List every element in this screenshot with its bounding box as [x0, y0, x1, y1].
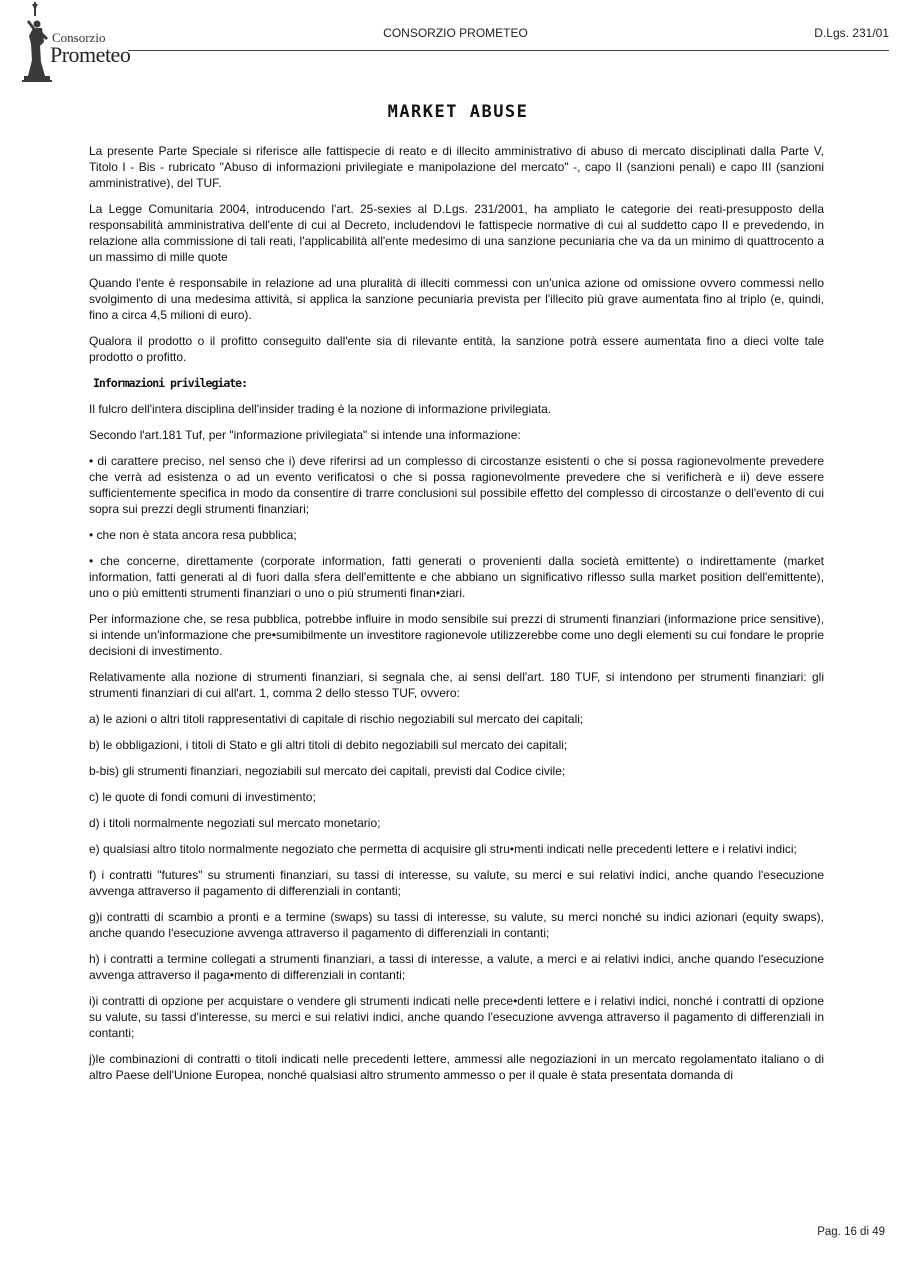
document-body [89, 143, 824, 1093]
consorzio-prometeo-logo [18, 2, 133, 84]
logo-text-prometeo: Prometeo [50, 42, 131, 67]
paragraph-price-sensitive: Per informazione che, se resa pubblica, potrebbe influire in modo sensibile sui prezzi di strumenti finanziari (informazione price sensitive), si intende un'informazione che pre•sumibilmente un investitore ragionevole utilizzerebbe come uno degli elementi su cui fondare le proprie decisioni di investimento. [89, 612, 824, 658]
list-item-g: g)i contratti di scambio a pronti e a termine (swaps) su tassi di interesse, su valute, su merci nonché su indici azionari (equity swaps), anche quando l'esecuzione avvenga attraverso il pagamento di differenziali in contanti; [89, 910, 824, 940]
list-item-a: a) le azioni o altri titoli rappresentativi di capitale di rischio negoziabili sul mercato dei capitali; [89, 712, 584, 726]
paragraph-art-181: Secondo l'art.181 Tuf, per "informazione privilegiata" si intende una informazione: [89, 428, 521, 442]
list-item-b: b) le obbligazioni, i titoli di Stato e gli altri titoli di debito negoziabili sul mercato dei capitali; [89, 738, 568, 752]
header-title: CONSORZIO PROMETEO [383, 26, 528, 40]
paragraph-intro: La presente Parte Speciale si riferisce alle fattispecie di reato e di illecito amministrativo di abuso di mercato disciplinati dalla Parte V, Titolo I - Bis - rubricato "Abuso di informazioni privilegiate e manipolazione del mercato" -, capo II (sanzioni penali) e capo III (sanzioni amministrative), del TUF. [89, 144, 824, 190]
paragraph-strumenti-finanziari: Relativamente alla nozione di strumenti finanziari, si segnala che, ai sensi dell'art. 180 TUF, si intendono per strumenti finanziari: gli strumenti finanziari di cui all'art. 1, comma 2 dello stesso TUF, ovvero: [89, 670, 824, 700]
list-item-c: c) le quote di fondi comuni di investimento; [89, 790, 316, 804]
page-title: MARKET ABUSE [387, 102, 529, 122]
paragraph-fulcro: Il fulcro dell'intera disciplina dell'insider trading è la nozione di informazione privilegiata. [89, 402, 552, 416]
logo-text-consorzio: Consorzio [52, 30, 106, 45]
subheading-informazioni-privilegiate: Informazioni privilegiate: [93, 376, 248, 390]
list-item-i: i)i contratti di opzione per acquistare o vendere gli strumenti indicati nelle prece•denti lettere e i relativi indici, nonché i contratti di opzione su valute, su tassi d'interesse, su merci e sui relativi indici, anche quando l'esecuzione avvenga attraverso il pagamento di differenziali in contanti; [89, 994, 824, 1040]
paragraph-rilevante-entita: Qualora il prodotto o il profitto conseguito dall'ente sia di rilevante entità, la sanzione potrà essere aumentata fino a dieci volte tale prodotto o profitto. [89, 334, 824, 364]
list-item-j: j)le combinazioni di contratti o titoli indicati nelle precedenti lettere, ammessi alle negoziazioni in un mercato regolamentato italiano o di altro Paese dell'Unione Europea, nonché qualsiasi altro strumento ammesso o per il quale è stata presentata domanda di [89, 1052, 824, 1082]
bullet-non-pubblica: • che non è stata ancora resa pubblica; [89, 528, 297, 542]
header-rule [128, 50, 889, 51]
list-item-h: h) i contratti a termine collegati a strumenti finanziari, a tassi di interesse, a valute, a merci e ai relativi indici, anche quando l'esecuzione avvenga attraverso il paga•mento di differenziali in contanti; [89, 952, 824, 982]
list-item-f: f) i contratti "futures" su strumenti finanziari, su tassi di interesse, su valute, su merci e sui relativi indici, anche quando l'esecuzione avvenga attraverso il pagamento di differenziali in contanti; [89, 868, 824, 898]
paragraph-pluralita-illeciti: Quando l'ente è responsabile in relazione ad una pluralità di illeciti commessi con un'unica azione od omissione ovvero commessi nello svolgimento di una medesima attività, si applica la sanzione pecuniaria prevista per l'illecito più grave aumentata fino al triplo (e, quindi, fino a circa 4,5 milioni di euro). [89, 276, 824, 322]
list-item-d: d) i titoli normalmente negoziati sul mercato monetario; [89, 816, 381, 830]
page-number: Pag. 16 di 49 [817, 1226, 885, 1238]
list-item-b-bis: b-bis) gli strumenti finanziari, negoziabili sul mercato dei capitali, previsti dal Codice civile; [89, 764, 566, 778]
bullet-carattere-preciso: • di carattere preciso, nel senso che i) deve riferirsi ad un complesso di circostanze esistenti o che si possa ragionevolmente prevedere che verrà ad esistenza o ad un evento verificatosi o che si possa ragionevolmente prevedere che si verificherà e ii) deve essere sufficientemente specifica in modo da consentire di trarre conclusioni sul possibile effetto del complesso di circostanze o dell'evento di cui sopra sui prezzi degli strumenti finanziari; [89, 454, 824, 516]
paragraph-legge-comunitaria: La Legge Comunitaria 2004, introducendo l'art. 25-sexies al D.Lgs. 231/2001, ha ampliato le categorie dei reati-presupposto della responsabilità amministrativa dell'ente di cui al Decreto, includendovi le fattispecie normative di cui al suddetto capo II e prevedendo, in relazione alla commissione di tali reati, l'applicabilità all'ente medesimo di una sanzione pecuniaria che va da un minimo di quattrocento a un massimo di mille quote [89, 202, 824, 264]
list-item-e: e) qualsiasi altro titolo normalmente negoziato che permetta di acquisire gli stru•menti indicati nelle precedenti lettere e i relativi indici; [89, 842, 797, 856]
header-decree: D.Lgs. 231/01 [814, 26, 889, 40]
bullet-concerne: • che concerne, direttamente (corporate information, fatti generati o provenienti dalla società emittente) o indirettamente (market information, fatti generati al di fuori dalla sfera dell'emittente e che abbiano un significativo riflesso sulla market position dell'emittente), uno o più emittenti strumenti finanziari o uno o più strumenti finan•ziari. [89, 554, 824, 600]
